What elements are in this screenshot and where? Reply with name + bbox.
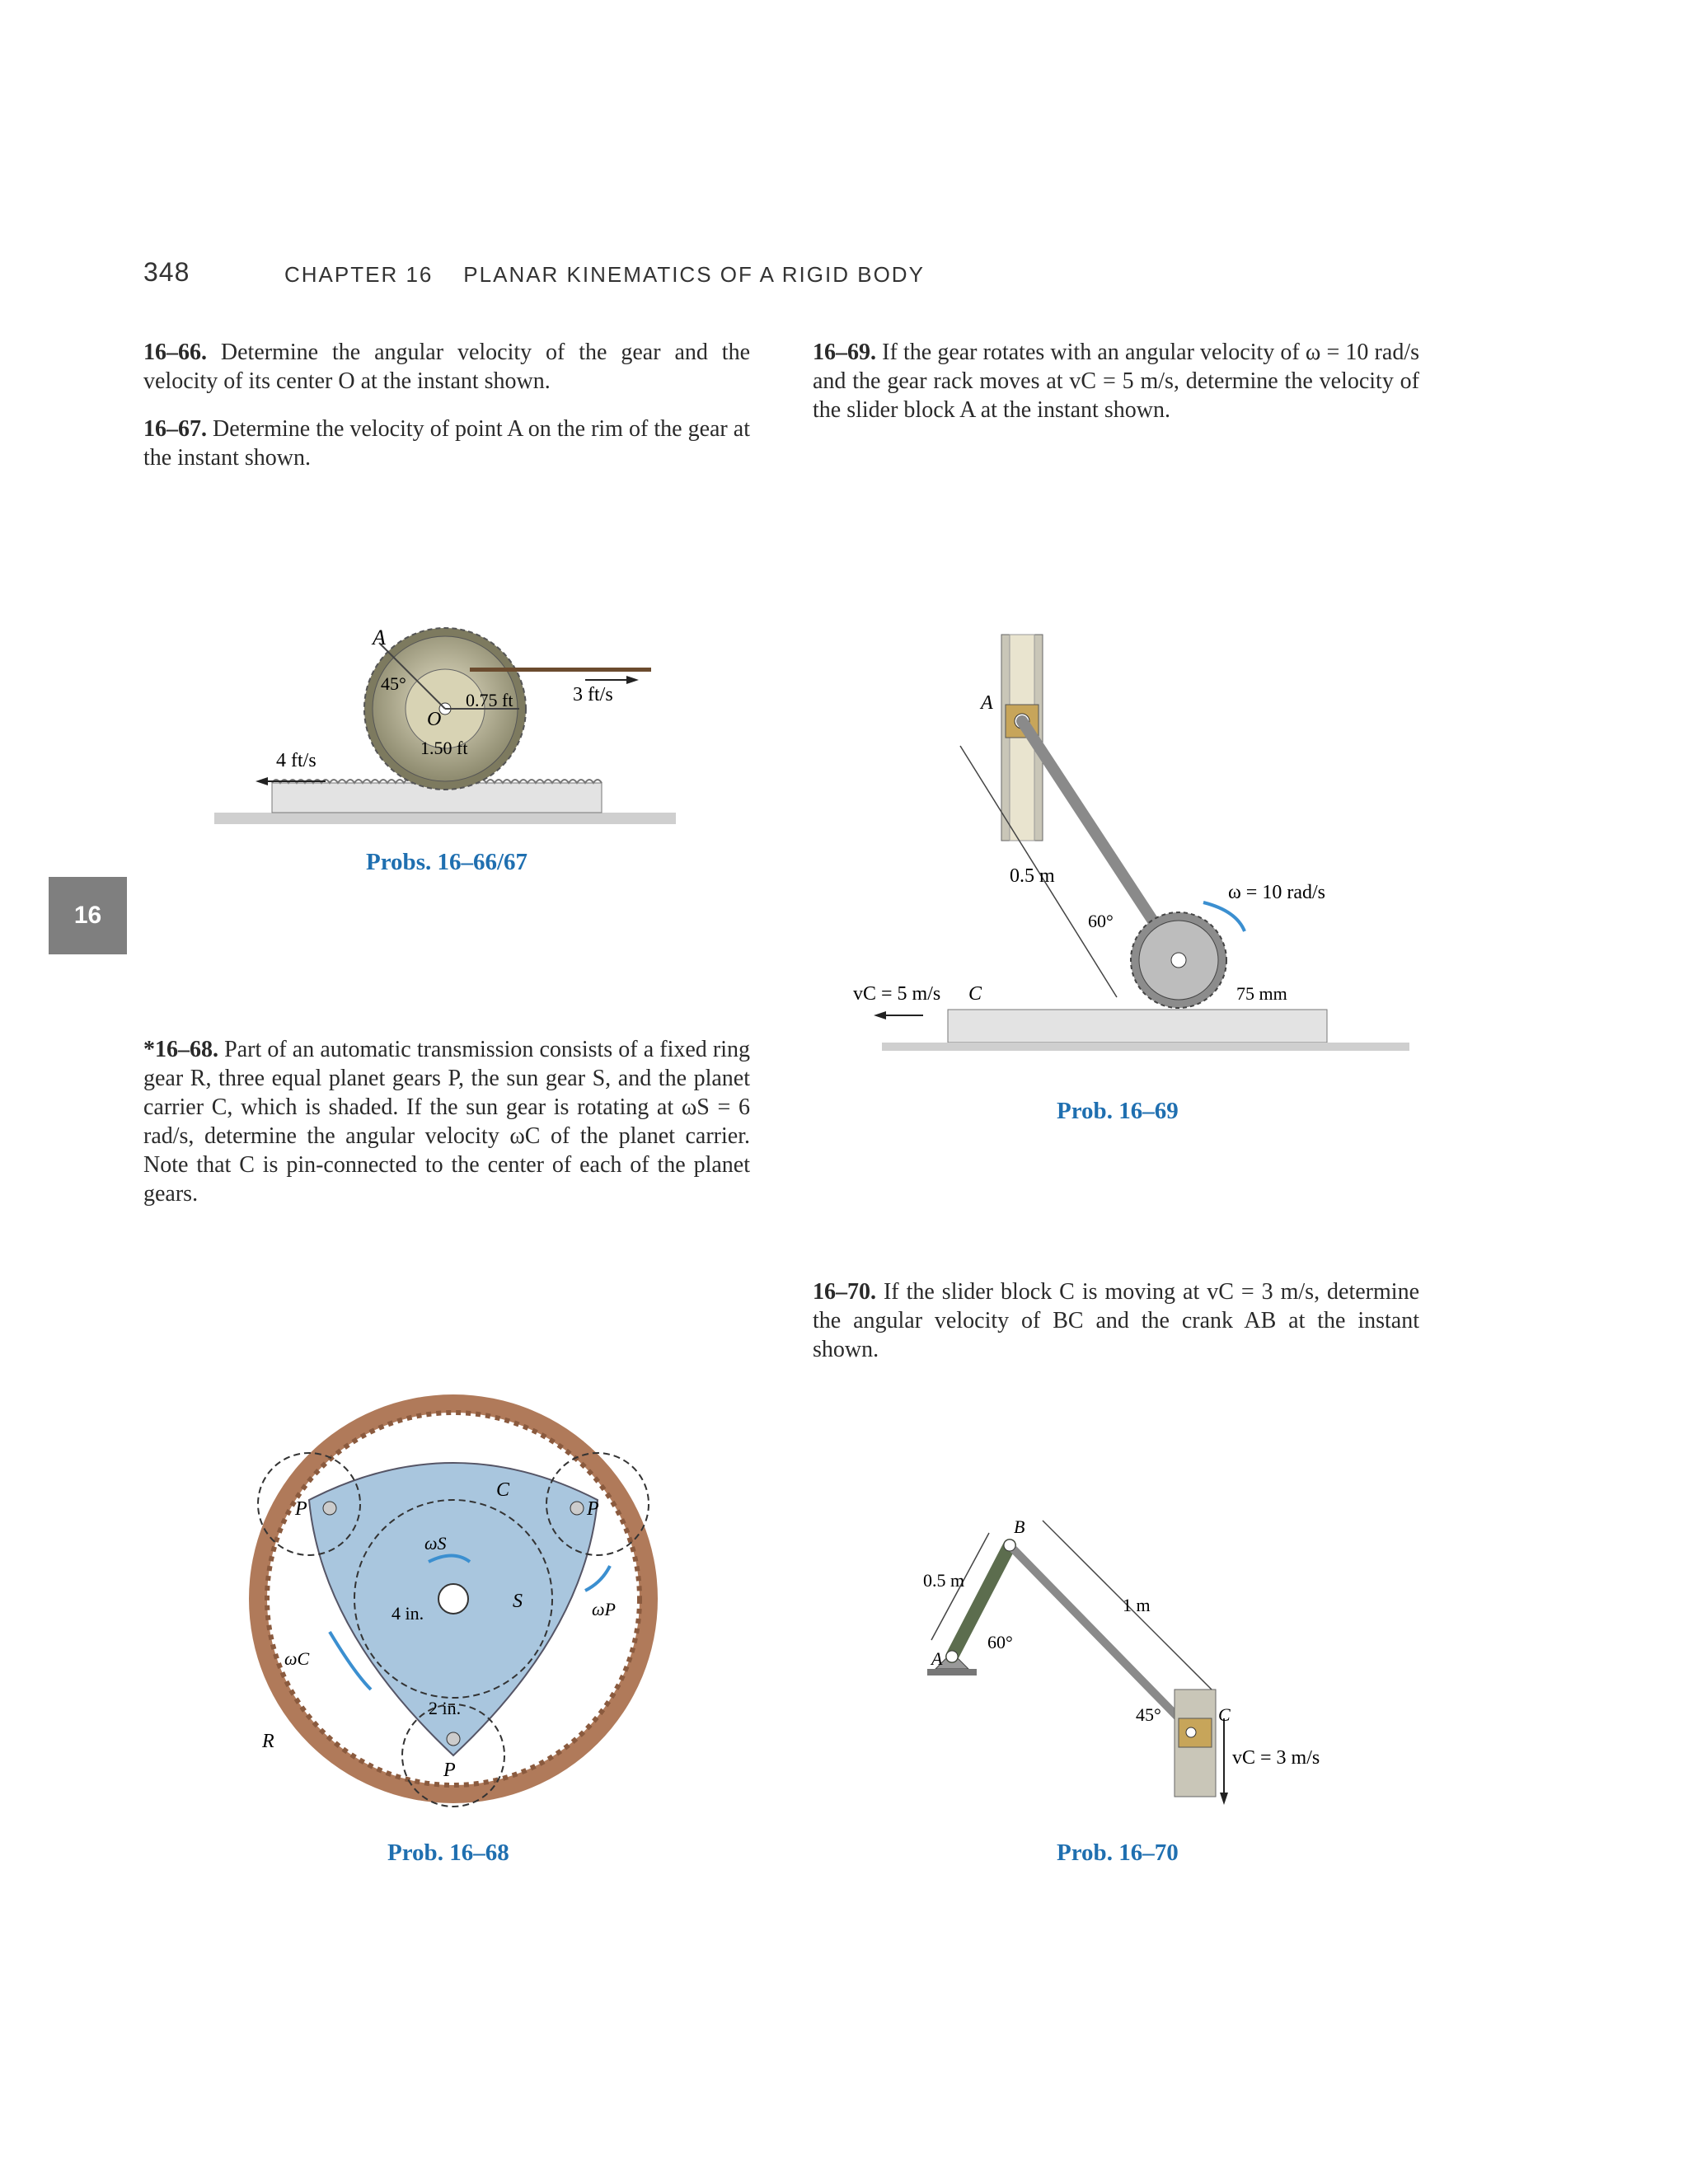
problem-number: 16–70. bbox=[813, 1279, 876, 1305]
label-ab-length: 0.5 m bbox=[923, 1570, 965, 1591]
problem-text: If the gear rotates with an angular velocity of ω = 10 rad/s and the gear rack moves at vC = 5 m/s, determine the velocity of the slider block A at the instant shown. bbox=[813, 340, 1419, 423]
label-outer-radius: 1.50 ft bbox=[420, 738, 468, 758]
ground-surface bbox=[882, 1043, 1409, 1051]
label-c: C bbox=[968, 983, 982, 1005]
problem-text: If the slider block C is moving at vC = 3 m/s, determine the angular velocity of BC and the crank AB at the instant shown. bbox=[813, 1279, 1419, 1362]
pin-bottom bbox=[447, 1732, 460, 1746]
label-angle: 45° bbox=[381, 673, 406, 694]
arrowhead bbox=[874, 1011, 886, 1019]
label-omega-c: ωC bbox=[284, 1648, 310, 1669]
label-bc-length: 1 m bbox=[1123, 1595, 1151, 1615]
caption-16-69: Prob. 16–69 bbox=[1057, 1098, 1179, 1124]
label-p-right: P bbox=[587, 1498, 599, 1520]
label-angle-60: 60° bbox=[987, 1632, 1013, 1652]
label-angle: 60° bbox=[1088, 911, 1114, 931]
arrowhead bbox=[626, 676, 639, 684]
label-omega-p: ωP bbox=[592, 1599, 616, 1619]
label-a: A bbox=[981, 692, 993, 714]
pin-a bbox=[946, 1651, 958, 1662]
label-s: S bbox=[513, 1591, 523, 1612]
label-vc: vC = 3 m/s bbox=[1232, 1747, 1320, 1769]
pin-left bbox=[323, 1502, 336, 1515]
arrowhead bbox=[256, 777, 268, 785]
problem-text: Determine the angular velocity of the gear and the velocity of its center O at the instant shown. bbox=[143, 340, 750, 394]
problem-text: Determine the velocity of point A on the rim of the gear at the instant shown. bbox=[143, 416, 750, 471]
chapter-side-tab: 16 bbox=[49, 877, 127, 954]
arrowhead bbox=[1220, 1793, 1228, 1805]
label-omega-s: ωS bbox=[424, 1533, 447, 1554]
problem-16-70 bbox=[813, 1277, 1419, 1364]
label-a: A bbox=[373, 626, 386, 649]
support-base bbox=[927, 1669, 977, 1675]
pin-b bbox=[1004, 1540, 1015, 1551]
chapter-title: PLANAR KINEMATICS OF A RIGID BODY bbox=[463, 262, 925, 287]
problem-16-67 bbox=[143, 415, 750, 472]
gear-rack-c bbox=[948, 1010, 1327, 1043]
upper-rack-bar bbox=[470, 668, 651, 672]
label-o: O bbox=[427, 709, 442, 730]
link-bc bbox=[1010, 1545, 1191, 1731]
label-2-in: 2 in. bbox=[429, 1698, 462, 1718]
label-vc: vC = 5 m/s bbox=[853, 983, 941, 1005]
label-angle-45: 45° bbox=[1136, 1704, 1161, 1725]
chapter-label: CHAPTER 16 bbox=[284, 262, 434, 287]
caption-16-68: Prob. 16–68 bbox=[387, 1840, 509, 1866]
page-number: 348 bbox=[143, 257, 190, 287]
label-b: B bbox=[1014, 1516, 1025, 1537]
problem-number: 16–69. bbox=[813, 340, 876, 365]
label-p-bottom: P bbox=[443, 1760, 456, 1781]
label-p-left: P bbox=[295, 1498, 307, 1520]
figure-crank-slider bbox=[907, 1500, 1418, 1813]
running-header bbox=[284, 262, 925, 288]
gear-center bbox=[1171, 953, 1186, 968]
label-4-in: 4 in. bbox=[392, 1603, 424, 1624]
figure-planetary-gear bbox=[239, 1385, 668, 1813]
label-a: A bbox=[931, 1648, 943, 1669]
caption-16-70: Prob. 16–70 bbox=[1057, 1840, 1179, 1866]
problem-number: 16–67. bbox=[143, 416, 207, 442]
label-velocity-bottom: 4 ft/s bbox=[276, 750, 316, 771]
label-c: C bbox=[1218, 1704, 1231, 1725]
label-velocity-top: 3 ft/s bbox=[573, 684, 613, 705]
figure-gear-on-rack bbox=[198, 610, 692, 841]
pin-c bbox=[1186, 1727, 1196, 1737]
problem-16-69 bbox=[813, 338, 1419, 424]
caption-16-66-67: Probs. 16–66/67 bbox=[366, 849, 528, 875]
label-c: C bbox=[496, 1479, 510, 1501]
sun-gear-shaft bbox=[438, 1584, 468, 1614]
problem-number: *16–68. bbox=[143, 1037, 218, 1062]
problem-text: Part of an automatic transmission consists of a fixed ring gear R, three equal planet gears P, the sun gear S, and the planet carrier C, which is shaded. If the sun gear is rotating at ωS = 6 rad/s, determine the angular velocity ωC of the planet carrier. Note that C is pin-connected to the center of each of the planet gears. bbox=[143, 1037, 751, 1207]
figure-slider-gear-linkage bbox=[841, 626, 1434, 1088]
label-length: 0.5 m bbox=[1010, 865, 1055, 887]
label-inner-radius: 0.75 ft bbox=[466, 690, 513, 710]
label-radius: 75 mm bbox=[1236, 983, 1287, 1004]
pin-right bbox=[570, 1502, 584, 1515]
problem-number: 16–66. bbox=[143, 340, 207, 365]
ground-surface bbox=[214, 813, 676, 824]
problem-16-66 bbox=[143, 338, 750, 396]
label-r: R bbox=[262, 1731, 274, 1752]
label-omega: ω = 10 rad/s bbox=[1228, 882, 1325, 903]
problem-16-68 bbox=[143, 1035, 750, 1208]
